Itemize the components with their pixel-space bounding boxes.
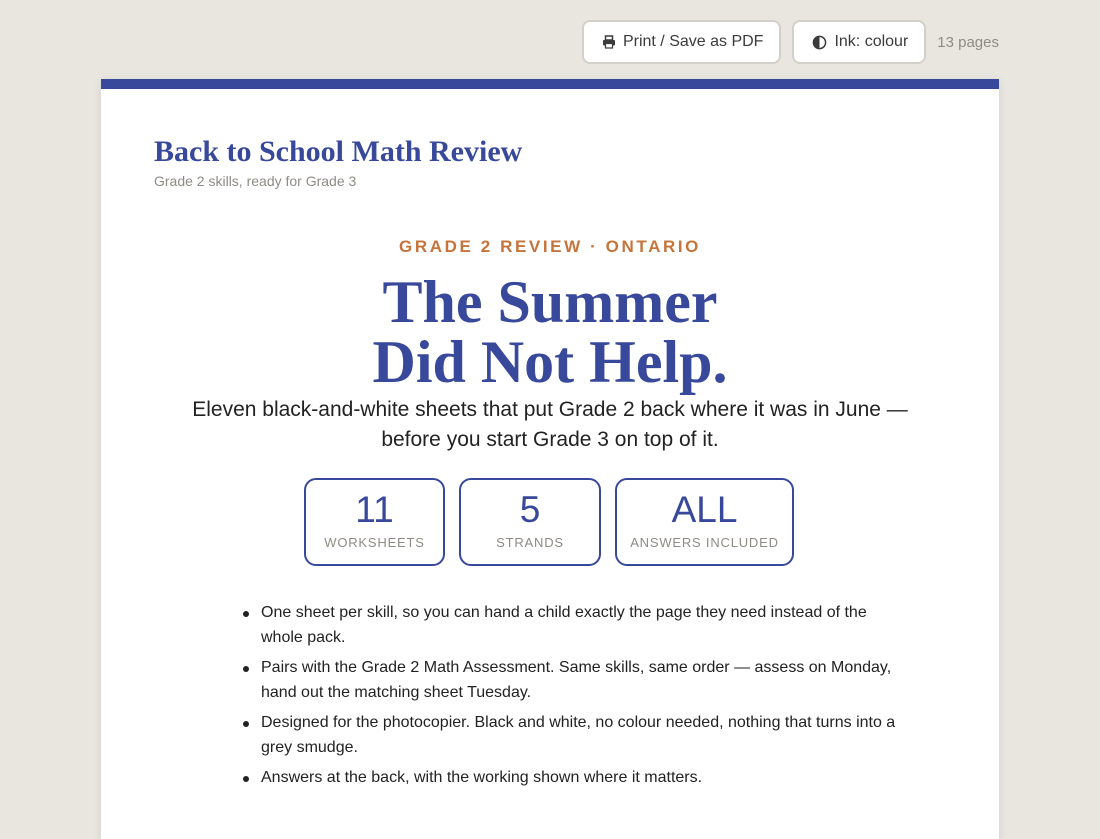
- ink-toggle-button[interactable]: [792, 20, 926, 64]
- headline-line-2: Did Not Help.: [372, 329, 728, 395]
- ink-toggle-label: Ink: colour: [834, 33, 909, 50]
- stat-answers: [615, 478, 794, 566]
- stat-label: WORKSHEETS: [324, 535, 425, 550]
- stat-label: STRANDS: [496, 535, 564, 550]
- stat-label: ANSWERS INCLUDED: [630, 535, 779, 550]
- toolbar: [571, 18, 999, 66]
- stat-strands: [459, 478, 601, 566]
- list-item: One sheet per skill, so you can hand a child exactly the page they need instead of the whole pack.: [261, 601, 901, 650]
- headline: [101, 269, 999, 395]
- stat-value: 5: [519, 489, 541, 530]
- printer-icon: [602, 35, 616, 49]
- print-button-label: Print / Save as PDF: [622, 33, 764, 50]
- stat-value: ALL: [671, 489, 738, 530]
- document-page: [101, 79, 999, 839]
- list-item: Answers at the back, with the working shown where it matters.: [261, 766, 901, 791]
- page-count: 13 pages: [937, 33, 999, 51]
- list-item: Pairs with the Grade 2 Math Assessment. Same skills, same order — assess on Monday, hand out the matching sheet Tuesday.: [261, 656, 901, 705]
- document-title: Back to School Math Review: [154, 135, 523, 168]
- list-item: Designed for the photocopier. Black and white, no colour needed, nothing that turns into a grey smudge.: [261, 711, 901, 760]
- document-subtitle: Grade 2 skills, ready for Grade 3: [154, 173, 357, 189]
- feature-list: [261, 601, 901, 797]
- contrast-icon: [812, 35, 827, 50]
- headline-line-1: The Summer: [382, 269, 718, 335]
- stat-worksheets: [304, 478, 445, 566]
- stat-value: 11: [355, 489, 394, 530]
- stats-row: [304, 478, 808, 566]
- print-button[interactable]: [582, 20, 782, 64]
- kicker: GRADE 2 REVIEW · ONTARIO: [399, 237, 701, 256]
- lede-text: Eleven black-and-white sheets that put Grade 2 back where it was in June — before you start Grade 3 on top of it.: [192, 398, 908, 451]
